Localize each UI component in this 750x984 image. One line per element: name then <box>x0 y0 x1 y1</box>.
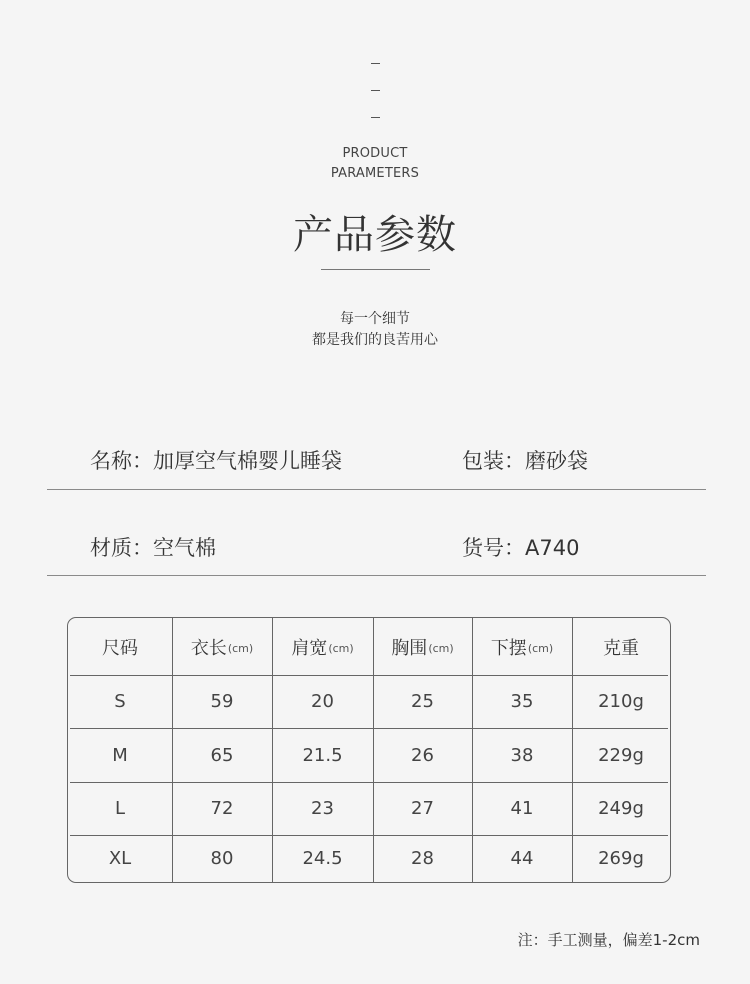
table-header-cell <box>472 618 572 675</box>
table-cell: 27 <box>411 798 434 819</box>
slogan-line1: 每一个细节 <box>340 311 410 327</box>
divider-2 <box>47 575 706 576</box>
table-cell: XL <box>108 848 132 869</box>
table-cell: 28 <box>411 848 434 869</box>
table-header-unit: (cm) <box>428 642 454 655</box>
table-header-unit: (cm) <box>328 642 354 655</box>
table-header-cell <box>572 618 670 675</box>
table-header-cell <box>373 618 472 675</box>
product-name: 名称：加厚空气棉婴儿睡袋 <box>90 449 342 473</box>
table-header-cell <box>172 618 272 675</box>
table-header-label: 克重 <box>603 637 639 659</box>
package-info: 包装：磨砂袋 <box>462 449 588 473</box>
table-header-unit: (cm) <box>527 642 554 655</box>
table-cell: M <box>112 744 128 766</box>
table-header-unit: (cm) <box>227 642 254 655</box>
table-cell: 269g <box>598 848 644 869</box>
measurement-note: 注：手工测量，偏差1-2cm <box>517 931 700 949</box>
item-number: 货号：A740 <box>462 536 580 560</box>
table-cell: 59 <box>210 691 234 712</box>
table-cell: 41 <box>510 798 534 819</box>
table-header-label: 胸围 <box>391 637 428 659</box>
table-header-cell <box>68 618 172 675</box>
table-cell: 72 <box>210 798 234 819</box>
table-cell: 65 <box>210 744 234 766</box>
table-cell: 38 <box>510 744 534 766</box>
table-cell: L <box>114 798 126 819</box>
table-cell: 25 <box>411 691 434 712</box>
page-title: 产品参数 <box>293 212 457 258</box>
table-cell: 20 <box>311 691 334 712</box>
decor-dash-3 <box>371 117 380 118</box>
table-cell: 249g <box>598 798 644 819</box>
size-table <box>67 617 671 883</box>
table-cell: 24.5 <box>302 848 343 869</box>
section-label-line2: PARAMETERS <box>330 166 420 181</box>
divider-1 <box>47 489 706 490</box>
section-label-line1: PRODUCT <box>342 146 408 161</box>
table-cell: 80 <box>210 848 234 869</box>
slogan-line2: 都是我们的良苦用心 <box>312 332 438 348</box>
table-cell: 210g <box>598 691 644 712</box>
table-header-label: 衣长 <box>190 637 227 659</box>
table-cell: 44 <box>510 848 534 869</box>
table-header-label: 尺码 <box>102 637 138 659</box>
table-cell: 23 <box>311 798 334 819</box>
table-header-label: 肩宽 <box>291 637 328 659</box>
table-header-cell <box>272 618 373 675</box>
table-cell: 229g <box>598 744 644 766</box>
table-cell: S <box>114 691 126 712</box>
material-info: 材质：空气棉 <box>90 536 216 560</box>
table-cell: 21.5 <box>302 744 343 766</box>
decor-dash-2 <box>371 90 380 91</box>
table-cell: 26 <box>411 744 434 766</box>
decor-dash-1 <box>371 63 380 64</box>
table-header-label: 下摆 <box>490 637 527 659</box>
title-underline <box>321 269 430 270</box>
table-cell: 35 <box>510 691 534 712</box>
